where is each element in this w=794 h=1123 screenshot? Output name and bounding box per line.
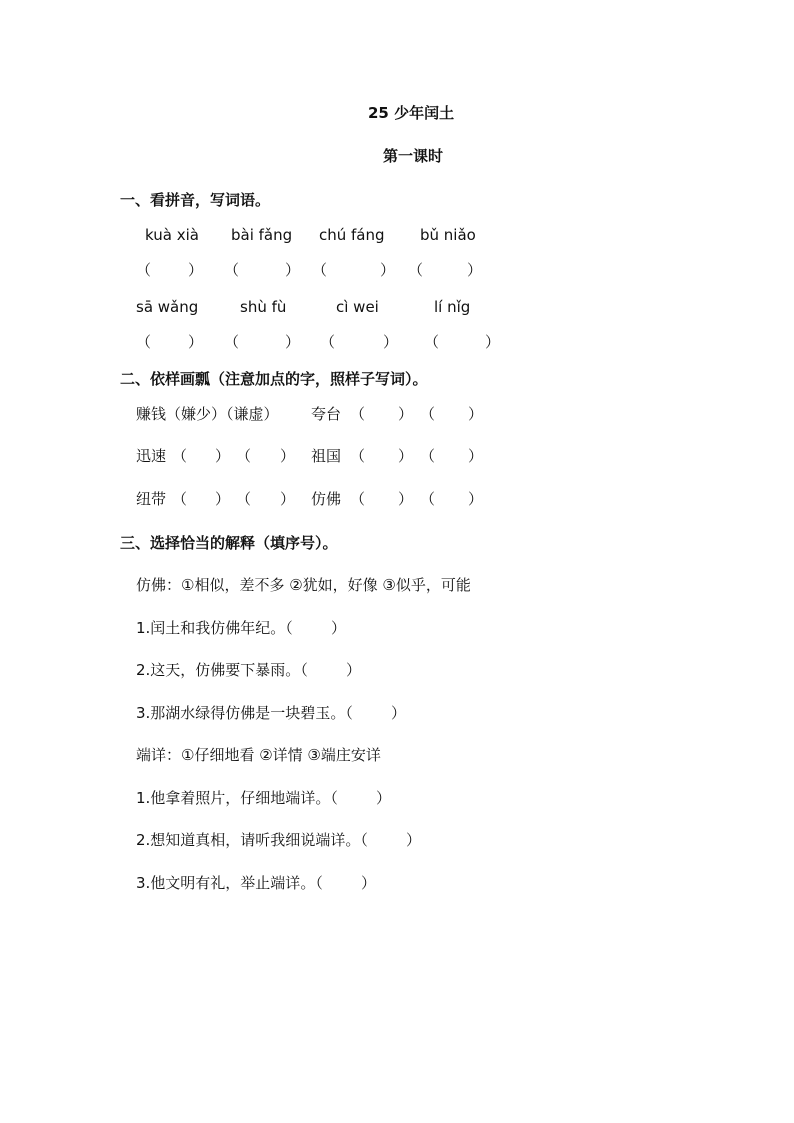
answer-paren-open: （ [424,333,440,351]
answer-paren-close: ） [188,261,204,279]
question-item: 1.他拿着照片，仔细地端详。（ ） [136,789,391,807]
pinyin-1: kuà xià [145,226,199,244]
pinyin-5: sā wǎng [136,298,199,316]
question-item: 3.他文明有礼，举止端详。（ ） [136,874,376,892]
section1-heading: 一、看拼音，写词语。 [120,191,271,209]
answer-paren-close: ） [467,261,483,279]
answer-paren-close: ） [215,490,231,508]
answer-paren-open: （ [320,333,336,351]
answer-paren-open: （ [350,405,366,423]
pinyin-2: bài fǎng [231,226,293,244]
pinyin-8: lí nǐg [434,298,471,316]
answer-paren-open: （ [350,447,366,465]
answer-paren-open: （ [350,490,366,508]
answer-paren-close: ） [485,333,501,351]
answer-paren-close: ） [380,261,396,279]
answer-paren-open: （ [408,261,424,279]
answer-paren-open: （ [136,333,152,351]
answer-paren-close: ） [468,490,484,508]
answer-paren-open: （ [224,333,240,351]
question-item: 1.闰土和我仿佛年纪。（ ） [136,619,346,637]
word-item: 纽带 [136,490,167,508]
pinyin-7: cì wei [336,298,379,316]
answer-paren-open: （ [172,490,188,508]
example-entry: 赚钱（嫌少）（谦虚） [136,405,279,423]
section3-heading: 三、选择恰当的解释（填序号）。 [120,534,338,552]
answer-paren-open: （ [312,261,328,279]
definition-line: 端详：①仔细地看 ②详情 ③端庄安详 [136,746,381,764]
page-title: 25 少年闰土 [368,104,455,122]
answer-paren-close: ） [188,333,204,351]
word-item: 迅速 [136,447,167,465]
pinyin-3: chú fáng [319,226,385,244]
question-item: 2.这天，仿佛要下暴雨。（ ） [136,661,361,679]
answer-paren-open: （ [420,405,436,423]
answer-paren-close: ） [398,447,414,465]
answer-paren-close: ） [285,261,301,279]
pinyin-4: bǔ niǎo [420,226,476,244]
answer-paren-close: ） [468,447,484,465]
answer-paren-close: ） [280,490,296,508]
answer-paren-open: （ [172,447,188,465]
question-item: 2.想知道真相，请听我细说端详。（ ） [136,831,421,849]
answer-paren-open: （ [136,261,152,279]
answer-paren-close: ） [215,447,231,465]
word-item: 祖国 [311,447,342,465]
answer-paren-open: （ [224,261,240,279]
answer-paren-close: ） [398,405,414,423]
definition-line: 仿佛：①相似，差不多 ②犹如，好像 ③似乎，可能 [136,576,471,594]
answer-paren-open: （ [420,490,436,508]
section2-heading: 二、依样画瓢（注意加点的字，照样子写词）。 [120,370,428,388]
answer-paren-close: ） [280,447,296,465]
pinyin-6: shù fù [240,298,287,316]
answer-paren-open: （ [236,447,252,465]
answer-paren-open: （ [420,447,436,465]
question-item: 3.那湖水绿得仿佛是一块碧玉。（ ） [136,704,406,722]
answer-paren-close: ） [468,405,484,423]
word-item: 夸台 [311,405,342,423]
answer-paren-open: （ [236,490,252,508]
word-item: 仿佛 [311,490,342,508]
page-subtitle: 第一课时 [383,147,444,165]
answer-paren-close: ） [285,333,301,351]
answer-paren-close: ） [398,490,414,508]
answer-paren-close: ） [383,333,399,351]
